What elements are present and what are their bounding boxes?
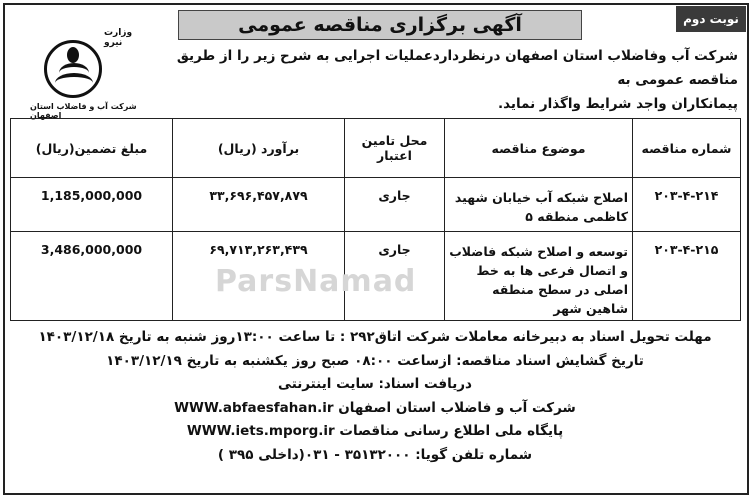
intro-line-2: پیمانکاران واجد شرایط واگذار نماید. [497,96,738,112]
cell-subject: توسعه و اصلاح شبکه فاضلاب و اتصال فرعی ها به خط اصلی در سطح منطقه شاهین شهر [445,232,633,321]
ad-title-text: آگهی برگزاری مناقصه عمومی [238,14,522,36]
cell-estimate: ۳۳,۶۹۶,۴۵۷,۸۷۹ [173,178,345,232]
edition-badge [676,6,746,32]
header-subject: موضوع مناقصه [445,119,633,178]
cell-number: ۲۰۳-۴-۲۱۴ [633,178,741,232]
header-guarantee: مبلغ تضمین(ریال) [11,119,173,178]
intro-line-1: شرکت آب وفاضلاب استان اصفهان درنظرداردعملیات اجرایی به شرح زیر را از طریق مناقصه عمومی به [176,48,738,88]
company-name-label: شرکت آب و فاضلاب استان اصفهان [30,102,137,120]
header-estimate: برآورد (ریال) [173,119,345,178]
table-header-row [11,119,741,178]
cell-number: ۲۰۳-۴-۲۱۵ [633,232,741,321]
footer-info [10,326,740,467]
cell-guarantee: 1,185,000,000 [11,178,173,232]
watermark: ParsNamad [215,264,417,299]
company-site-text: شرکت آب و فاضلاب استان اصفهان WWW.abfaesfahan.ir [174,399,576,416]
deadline-text: مهلت تحویل اسناد به دبیرخانه معاملات شرکت اتاق۲۹۲ : تا ساعت ۱۳:۰۰روز شنبه به تاریخ ۱۴۰۳/۱۲/۱۸ [38,329,712,345]
header-funding: محل تامین اعتبار [345,119,445,178]
cell-subject: اصلاح شبکه آب خیابان شهید کاظمی منطقه ۵ [445,178,633,232]
company-logo [30,28,150,120]
opening-text: تاریخ گشایش اسناد مناقصه: ازساعت ۰۸:۰۰ صبح روز یکشنبه به تاریخ ۱۴۰۳/۱۲/۱۹ [106,352,644,369]
phone-text: شماره تلفن گویا: ۳۵۱۳۲۰۰۰ - ۰۳۱(داخلی ۳۹۵ ) [217,446,533,463]
cell-guarantee: 3,486,000,000 [11,232,173,321]
ministry-label: وزارت نیرو [104,28,133,48]
header-number: شماره مناقصه [633,119,741,178]
national-site-text: پایگاه ملی اطلاع رسانی مناقصات WWW.iets.mporg.ir [186,423,564,439]
cell-estimate: ۶۹,۷۱۳,۲۶۳,۴۳۹ [173,232,345,321]
cell-funding: جاری [345,232,445,321]
table-row [11,178,741,232]
cell-funding: جاری [345,178,445,232]
ad-title [178,10,582,40]
intro-text [156,44,738,116]
edition-badge-text: نوبت دوم [683,12,739,26]
water-drop-icon [44,40,102,98]
receive-text: دریافت اسناد: سایت اینترنتی [278,376,472,392]
